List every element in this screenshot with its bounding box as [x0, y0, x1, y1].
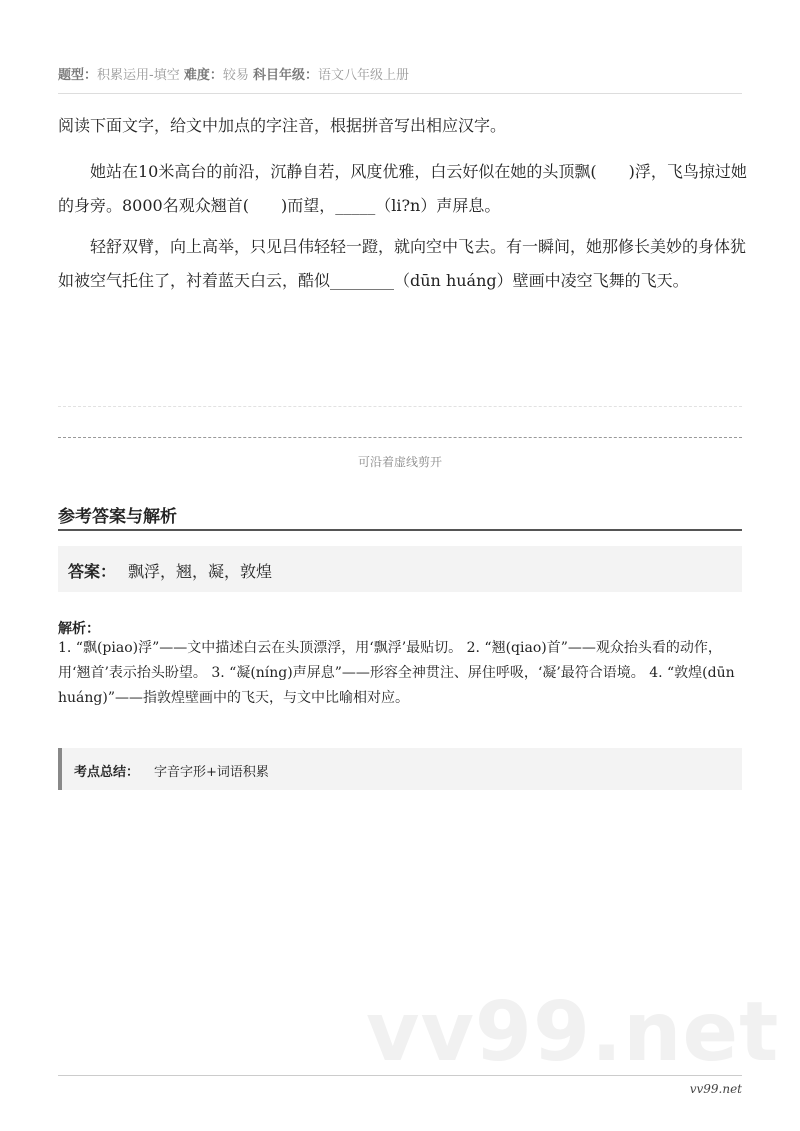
answer-value: 飘浮，翘，凝，敦煌 — [128, 562, 273, 581]
question-paragraph-2: 轻舒双臂，向上高举，只见吕伟轻轻一蹬，就向空中飞去。有一瞬间，她那修长美妙的身体犹如被空气托住了，衬着蓝天白云，酷似________（dūn huáng）壁画中凌空飞舞的飞天。 — [58, 237, 747, 290]
question-paragraph-1: 她站在10米高台的前沿，沉静自若，风度优雅，白云好似在她的头顶飘( )浮，飞鸟掠过她的身旁。8000名观众翘首( )而望，_____（li?n）声屏息。 — [58, 162, 747, 215]
footer-site: vv99.net — [689, 1082, 742, 1096]
cut-line-label: 可沿着虚线剪开 — [357, 455, 442, 469]
key-point-value: 字音字形+词语积累 — [154, 765, 269, 780]
answer-section-divider — [58, 529, 742, 531]
type-label: 题型： — [58, 68, 98, 83]
grade-label: 科目年级： — [253, 68, 319, 83]
answer-box — [58, 546, 742, 592]
key-point-label: 考点总结： — [74, 765, 140, 780]
question-instruction: 阅读下面文字，给文中加点的字注音，根据拼音写出相应汉字。 — [58, 116, 507, 135]
explanation-label: 解析： — [58, 621, 100, 637]
watermark: vv99.net — [366, 985, 780, 1080]
key-point-box — [58, 748, 742, 790]
difficulty-label: 难度： — [183, 68, 223, 83]
meta-divider — [58, 93, 742, 94]
difficulty-value: 较易 — [222, 68, 249, 83]
grade-value: 语文八年级上册 — [318, 68, 410, 83]
answer-label: 答案： — [68, 562, 117, 581]
cut-line — [58, 437, 742, 438]
answer-section-title: 参考答案与解析 — [58, 507, 177, 527]
type-value: 积累运用-填空 — [97, 68, 180, 83]
answer-space-line — [58, 406, 742, 407]
footer-divider — [58, 1075, 742, 1076]
explanation-text: 1. “飘(piao)浮”——文中描述白云在头顶漂浮，用‘飘浮’最贴切。 2. “翘(qiao)首”——观众抬头看的动作，用‘翘首’表示抬头盼望。 3. “凝(níng)声屏息”——形容全神贯注、屏住呼吸，‘凝’最符合语境。 4. “敦煌(dūn huáng)”——指敦煌壁画中的飞天，与文中比喻相对应。 — [58, 640, 735, 706]
question-meta — [58, 64, 742, 83]
